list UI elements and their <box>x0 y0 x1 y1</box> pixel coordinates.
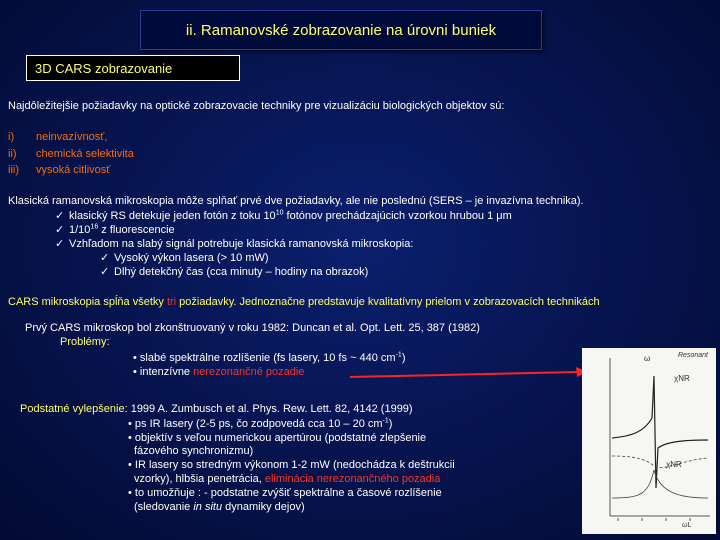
problem-1-sup: -1 <box>395 351 402 359</box>
improvement-1-sup: -1 <box>382 417 389 425</box>
problem-2 <box>133 365 304 379</box>
spectrum-plot <box>582 348 716 534</box>
improvements-line <box>20 402 413 416</box>
requirement-text-1: neinvazívnosť, <box>36 131 108 143</box>
bullet-2-post: z fluorescencie <box>98 224 175 236</box>
improvement-4b-post: dynamiky dejov) <box>222 501 305 513</box>
subbullet-2-text: Dlhý detekčný čas (cca minuty – hodiny na obrazok) <box>114 266 369 278</box>
problem-1 <box>133 351 405 365</box>
bullet-1-post: fotónov prechádzajúcich vzorkou hrubou 1 <box>283 210 497 222</box>
requirement-num-1: i) <box>8 131 15 143</box>
check-icon: ✓ <box>55 224 65 236</box>
figure-label-chi-top: χNR <box>674 374 690 383</box>
improvement-3b-pre: vzorky), hlbšia penetrácia, <box>134 473 265 485</box>
classic-raman-line: Klasická ramanovská mikroskopia môže splňať prvé dve požiadavky, ale nie poslednú (SERS – je invazívna technika). <box>8 195 584 207</box>
improvement-1 <box>128 417 392 431</box>
classic-subbullet-1 <box>100 251 269 265</box>
cars-highlight: tri <box>166 296 177 308</box>
check-icon: ✓ <box>55 210 65 222</box>
classic-bullet-3 <box>55 237 413 251</box>
bullet-3-text: Vzhľadom na slabý signál potrebuje klasická ramanovská mikroskopia: <box>69 238 414 250</box>
figure-label-chi-r: χNR <box>666 460 682 469</box>
bullet-2-sup: 16 <box>90 223 99 231</box>
improvement-3b <box>134 472 440 486</box>
improvement-2a: • objektív s veľou numerickou apertúrou (podstatné zlepšenie <box>128 432 427 444</box>
slide-title: ii. Ramanovské zobrazovanie na úrovni buniek <box>140 10 542 50</box>
first-cars-text: Prvý CARS mikroskop bol zkonštruovaný v roku 1982: Duncan et al. Opt. Lett. 25, 387 (1982) <box>25 322 480 334</box>
problem-2-pre: • intenzívne <box>133 366 194 378</box>
improvement-3b-red: eliminácia nerezonančného pozadia <box>264 473 441 485</box>
arrow-to-figure-icon <box>350 364 590 384</box>
figure-label-axis: ωL <box>682 522 692 529</box>
figure-label-top: Resonant <box>678 352 708 359</box>
improvement-4b-italic: in situ <box>193 501 223 513</box>
cars-statement <box>8 295 600 309</box>
subbullet-1-text: Vysoký výkon lasera (> 10 mW) <box>114 252 269 264</box>
bullet-1-unit: μm <box>496 210 512 222</box>
requirement-num-2: ii) <box>8 148 17 160</box>
cars-pre: CARS mikroskopia spĺňa všetky <box>8 296 167 308</box>
improvement-4a: • to umožňuje : - podstatne zvýšiť spektrálne a časové rozlíšenie <box>128 487 442 499</box>
requirement-text-3: vysoká citlivosť <box>36 164 111 176</box>
cars-post: požiadavky. Jednoznačne predstavuje kvalitatívny prielom v zobrazovacích technikách <box>176 296 600 308</box>
check-icon: ✓ <box>100 252 110 264</box>
problem-2-red: nerezonančné pozadie <box>193 366 305 378</box>
requirement-num-3: iii) <box>8 164 19 176</box>
improvements-label: Podstatné vylepšenie: <box>20 403 128 415</box>
check-icon: ✓ <box>100 266 110 278</box>
classic-bullet-2 <box>55 223 175 237</box>
check-icon: ✓ <box>55 238 65 250</box>
figure-label-as: ω <box>644 354 651 363</box>
classic-bullet-1 <box>55 209 512 223</box>
problem-1-text: • slabé spektrálne rozlíšenie (fs lasery, 10 fs ~ 440 cm <box>133 352 396 364</box>
cars-spectrum-figure <box>582 348 716 534</box>
bullet-1-sup: 10 <box>275 209 284 217</box>
requirement-text-2: chemická selektivita <box>36 148 134 160</box>
improvement-4b <box>134 500 305 514</box>
classic-subbullet-2 <box>100 265 368 279</box>
improvement-1-text: • ps IR lasery (2-5 ps, čo zodpovedá cca 10 – 20 cm <box>128 418 383 430</box>
section-subtitle: 3D CARS zobrazovanie <box>26 55 240 81</box>
improvements-ref: 1999 A. Zumbusch et al. Phys. Rew. Lett. 82, 4142 (1999) <box>127 403 413 415</box>
improvement-3a: • IR lasery so stredným výkonom 1-2 mW (nedochádza k deštrukcii <box>128 459 455 471</box>
improvement-4b-pre: (sledovanie <box>134 501 194 513</box>
improvement-1-end: ) <box>388 418 393 430</box>
problem-1-end: ) <box>401 352 406 364</box>
problems-label: Problémy: <box>60 336 110 348</box>
bullet-1-pre: klasický RS detekuje jeden fotón z toku 10 <box>69 210 276 222</box>
intro-text: Najdôležitejšie požiadavky na optické zobrazovacie techniky pre vizualizáciu biologických objektov sú: <box>8 100 505 112</box>
bullet-2-pre: 1/10 <box>69 224 91 236</box>
improvement-2b: fázového synchronizmu) <box>134 445 254 457</box>
